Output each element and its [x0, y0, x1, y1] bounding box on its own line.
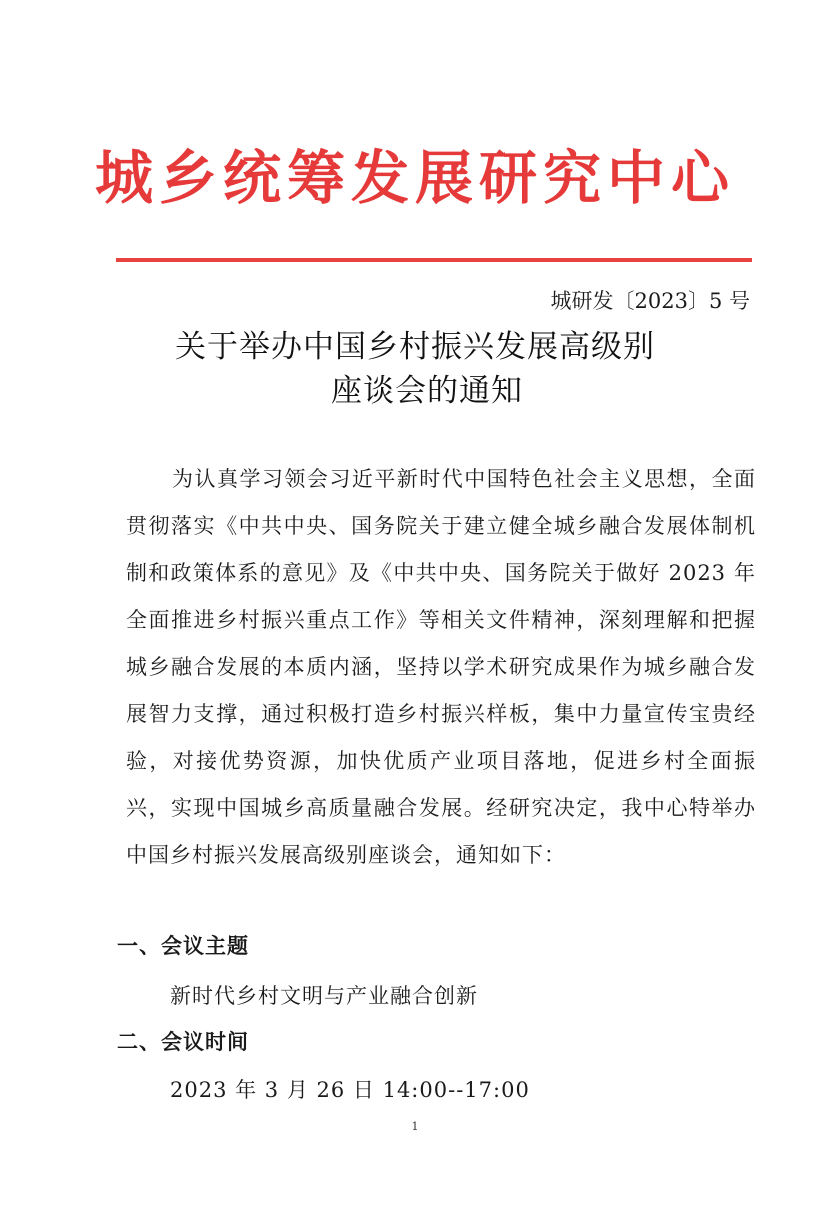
organization-letterhead: 城乡统筹发展研究中心: [94, 144, 735, 212]
page-number: 1: [411, 1120, 419, 1133]
intro-paragraph: 为认真学习领会习近平新时代中国特色社会主义思想，全面贯彻落实《中共中央、国务院关于建立健全城乡融合发展体制机制和政策体系的意见》及《中共中央、国务院关于做好 2023 年全面推进乡村振兴重点工作》等相关文件精神，深刻理解和把握城乡融合发展的本质内涵，坚持以学术研究成果作为城乡融合发展智力支撑，通过积极打造乡村振兴样板，集中力量宣传宝贵经验，对接优势资源，加快优质产业项目落地，促进乡村全面振兴，实现中国城乡高质量融合发展。经研究决定，我中心特举办中国乡村振兴发展高级别座谈会，通知如下：: [126, 467, 756, 867]
section-heading-time: 二、会议时间: [117, 1030, 249, 1054]
section-content-theme: 新时代乡村文明与产业融合创新: [170, 984, 478, 1008]
document-title-line-1: 关于举办中国乡村振兴发展高级别: [175, 329, 655, 365]
section-content-time: 2023 年 3 月 26 日 14:00--17:00: [170, 1078, 530, 1102]
document-title-line-2: 座谈会的通知: [331, 373, 523, 409]
section-heading-theme: 一、会议主题: [117, 934, 249, 958]
letterhead-divider: [116, 258, 752, 262]
document-number: 城研发〔2023〕5 号: [550, 289, 750, 313]
